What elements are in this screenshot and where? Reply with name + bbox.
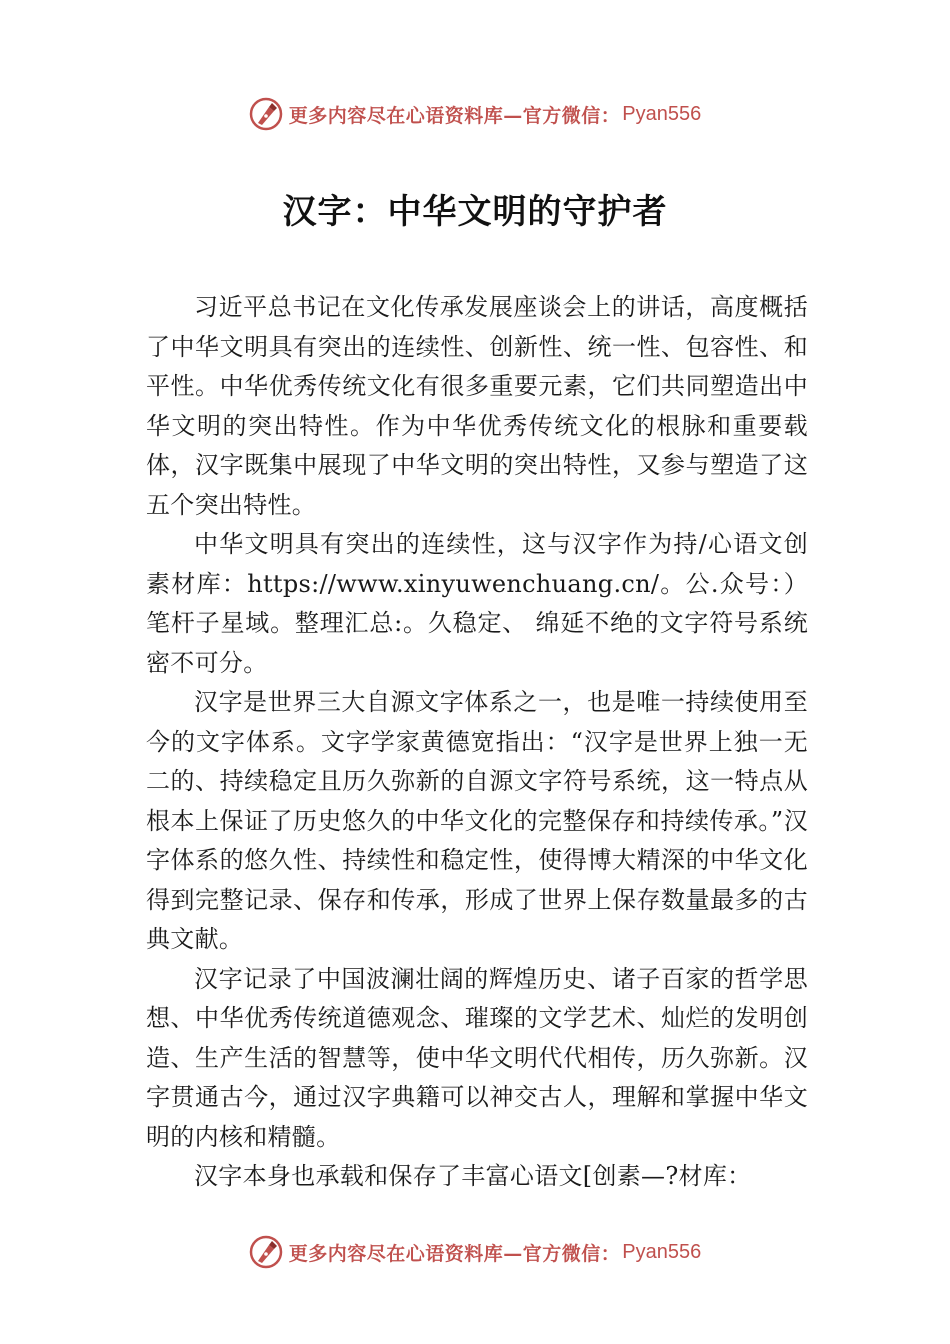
paragraph: 汉字本身也承载和保存了丰富心语文[创素—?材库： — [194, 1162, 752, 1190]
paragraph: 汉字记录了中国波澜壮阔的辉煌历史、诸子百家的哲学思想、中华优秀传统道德观念、璀璨的文学艺术、灿烂的发明创造、生产生活的智慧等，使中华文明代代相传，历久弥新。汉字贯通古今，通过汉字典籍可以神交古人，理解和掌握中华文明的内核和精髓。 — [146, 964, 808, 1151]
pen-nib-icon — [249, 97, 283, 131]
banner-text: 更多内容尽在心语资料库—官方微信： — [288, 1242, 621, 1265]
wechat-id: Pyan556 — [622, 102, 702, 125]
page-title: 汉字：中华文明的守护者 — [282, 192, 668, 232]
header-banner — [0, 94, 950, 134]
wechat-id: Pyan556 — [622, 1240, 702, 1263]
banner-text: 更多内容尽在心语资料库—官方微信： — [288, 104, 621, 127]
footer-banner — [0, 1232, 950, 1272]
paragraph: 习近平总书记在文化传承发展座谈会上的讲话，高度概括了中华文明具有突出的连续性、创新性、统一性、包容性、和平性。中华优秀传统文化有很多重要元素，它们共同塑造出中华文明的突出特性。作为中华优秀传统文化的根脉和重要载体，汉字既集中展现了中华文明的突出特性，又参与塑造了这五个突出特性。 — [146, 293, 808, 519]
paragraph: 汉字是世界三大自源文字体系之一，也是唯一持续使用至今的文字体系。文字学家黄德宽指出：“汉字是世界上独一无二的、持续稳定且历久弥新的自源文字符号系统，这一特点从根本上保证了历史悠久的中华文化的完整保存和持续传承。”汉字体系的悠久性、持续性和稳定性，使得博大精深的中华文化得到完整记录、保存和传承，形成了世界上保存数量最多的古典文献。 — [146, 688, 808, 953]
paragraph: 中华文明具有突出的连续性，这与汉字作为持/心语文创素材库：https://www.xinyuwenchuang.cn/。公.众号：）笔杆子星域。整理汇总:。久稳定、 绵延不绝的文字符号系统密不可分。 — [146, 530, 808, 677]
pen-nib-icon — [249, 1235, 283, 1269]
article-body — [146, 288, 808, 1197]
